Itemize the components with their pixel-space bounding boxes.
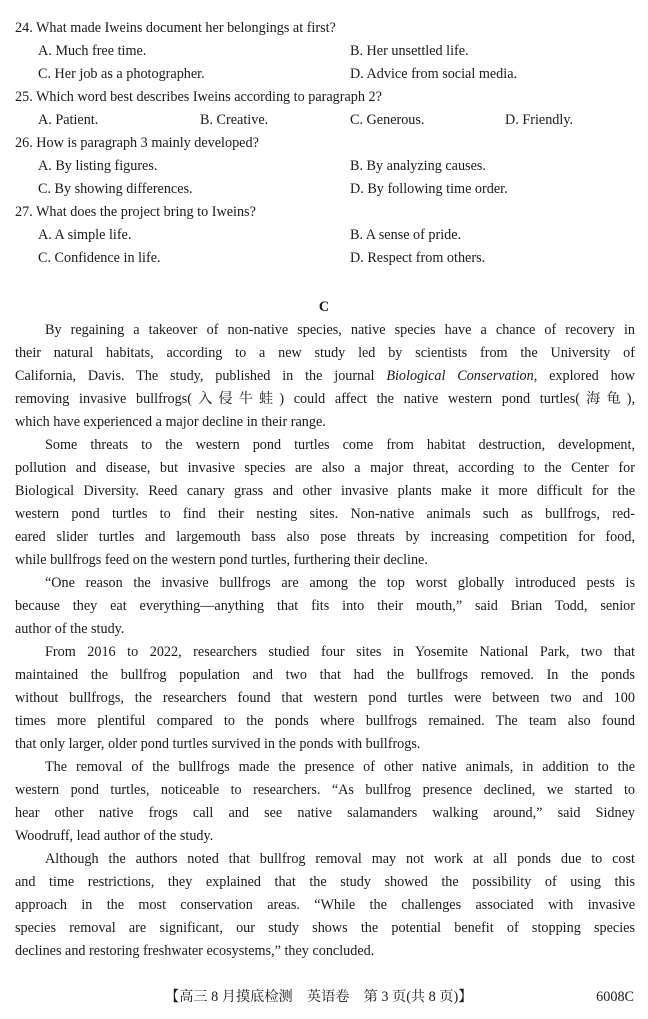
page-footer — [0, 986, 648, 1009]
answer-option: A. A simple life. — [38, 227, 132, 243]
question-stem: 27. What does the project bring to Iweins? — [15, 204, 256, 220]
answer-option: A. By listing figures. — [38, 158, 158, 174]
paragraph-line: declines and restoring freshwater ecosystems,” they concluded. — [15, 943, 375, 959]
paragraph-line: Some threats to the western pond turtles come from habitat destruction, development, — [45, 437, 635, 453]
answer-option: C. Her job as a photographer. — [38, 66, 205, 82]
paragraph-line: “One reason the invasive bullfrogs are among the top worst globally introduced pests is — [45, 575, 635, 591]
paragraph-line: From 2016 to 2022, researchers studied four sites in Yosemite National Park, two that — [45, 644, 635, 660]
paragraph-line: California, Davis. The study, published in the journal Biological Conservation, explored how — [15, 368, 636, 384]
paragraph-line: Woodruff, lead author of the study. — [15, 828, 214, 844]
answer-option: B. A sense of pride. — [350, 227, 462, 243]
answer-option: C. By showing differences. — [38, 181, 193, 197]
paragraph-line: because they eat everything—anything that fits into their mouth,” said Brian Todd, senior — [15, 598, 635, 614]
paragraph-line: while bullfrogs feed on the western pond turtles, furthering their decline. — [15, 552, 428, 568]
paragraph-line: eared slider turtles and largemouth bass also pose threats by increasing competition for food, — [15, 529, 635, 545]
paragraph-line: western pond turtles, noticeable to researchers. “As bullfrog presence declined, we started to — [15, 782, 635, 798]
paragraph-line: their natural habitats, according to a new study led by scientists from the University of — [15, 345, 635, 361]
paragraph-line: species removal are significant, our study shows the potential benefit of stopping species — [15, 920, 635, 936]
question-stem: 26. How is paragraph 3 mainly developed? — [15, 135, 259, 151]
answer-option: B. By analyzing causes. — [350, 158, 486, 174]
paragraph-line: that only larger, older pond turtles survived in the ponds with bullfrogs. — [15, 736, 421, 752]
paragraph-line: author of the study. — [15, 621, 125, 637]
journal-title: Biological Conservation — [386, 368, 534, 384]
paragraph-line: Although the authors noted that bullfrog removal may not work at all ponds due to cost — [45, 851, 635, 867]
paragraph-line: pollution and disease, but invasive species are also a major threat, according to the Center for — [15, 460, 635, 476]
answer-option: A. Much free time. — [38, 43, 147, 59]
answer-option: A. Patient. — [38, 112, 99, 128]
answer-option: B. Her unsettled life. — [350, 43, 469, 59]
answer-option: D. Friendly. — [505, 112, 574, 128]
paragraph-line: and time restrictions, they explained that the study showed the possibility of using this — [15, 874, 635, 890]
paragraph-line: approach in the most conservation areas. “While the challenges associated with invasive — [15, 897, 635, 913]
question-stem: 25. Which word best describes Iweins according to paragraph 2? — [15, 89, 382, 105]
paragraph-line: times more plentiful compared to the ponds where bullfrogs remained. The team also found — [15, 713, 635, 729]
answer-option: D. Respect from others. — [350, 250, 486, 266]
paragraph-line: Biological Diversity. Reed canary grass and other invasive plants make it more difficult for the — [15, 483, 635, 499]
paragraph-line: which have experienced a major decline in their range. — [15, 414, 326, 430]
paragraph-line: maintained the bullfrog population and two that had the bullfrogs removed. In the ponds — [15, 667, 635, 683]
paragraph-line: By regaining a takeover of non-native species, native species have a chance of recovery in — [45, 322, 635, 338]
footer-code: 6008C — [596, 989, 634, 1005]
paragraph-line: hear other native frogs call and see native salamanders walking around,” said Sidney — [15, 805, 635, 821]
section-heading: C — [318, 299, 330, 315]
paragraph-line: The removal of the bullfrogs made the presence of other native animals, in addition to the — [45, 759, 635, 775]
answer-option: C. Generous. — [350, 112, 425, 128]
paragraph-line: removing invasive bullfrogs(入侵牛蛙) could affect the native western pond turtles(海龟), — [15, 391, 635, 407]
answer-option: D. Advice from social media. — [350, 66, 518, 82]
answer-option: C. Confidence in life. — [38, 250, 161, 266]
paragraph-line: without bullfrogs, the researchers found that western pond turtles were between two and 100 — [15, 690, 635, 706]
paragraph-line: western pond turtles to find their nesting sites. Non-native animals such as bullfrogs, red- — [15, 506, 635, 522]
footer-page-info: 【高三 8 月摸底检测 英语卷 第 3 页(共 8 页)】 — [165, 989, 473, 1005]
answer-option: B. Creative. — [200, 112, 269, 128]
answer-option: D. By following time order. — [350, 181, 508, 197]
question-stem: 24. What made Iweins document her belongings at first? — [15, 20, 336, 36]
